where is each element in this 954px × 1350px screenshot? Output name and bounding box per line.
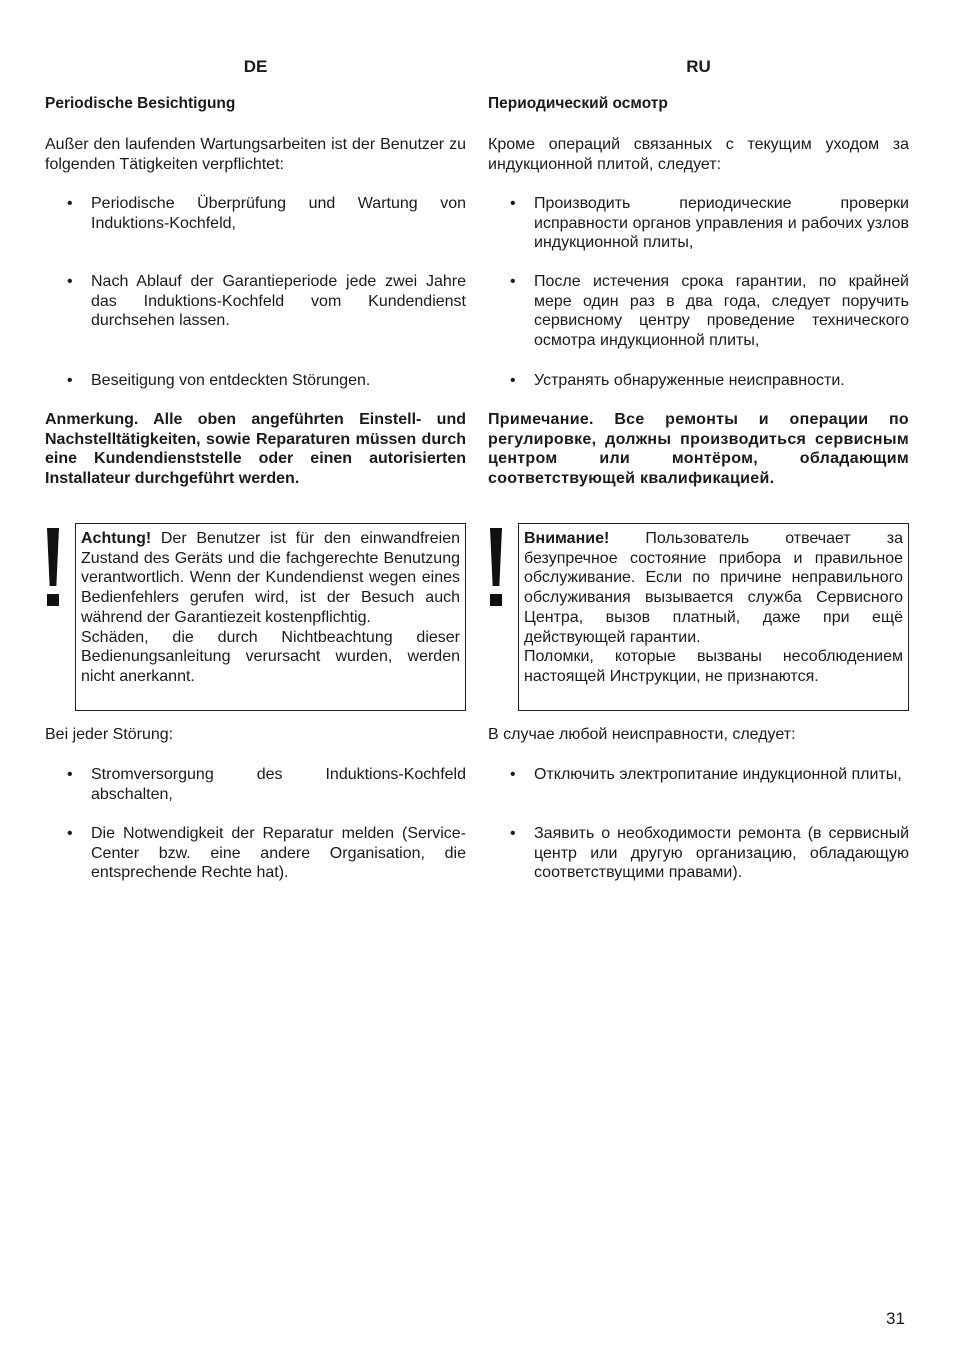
bullet-icon: • [510, 195, 516, 212]
exclamation-icon [488, 528, 506, 610]
section-heading-ru: Периодический осмотр [488, 95, 668, 112]
list-item: • Устранять обнаруженные неисправности. [510, 372, 845, 389]
bullet-icon: • [510, 372, 516, 389]
list-item: • Stromversorgung des Induktions-Kochfeld abschalten, [67, 766, 466, 803]
fault-intro-de: Bei jeder Störung: [45, 726, 174, 743]
bullet-icon: • [67, 766, 73, 783]
list-item: • Die Notwendigkeit der Reparatur melden (Service-Center bzw. eine andere Organisation, die entsprechende Rechte hat). [67, 825, 466, 881]
warning-text2-de: Schäden, die durch Nichtbeachtung dieser Bedienungsanleitung verursacht wurden, werden nicht anerkannt. [81, 628, 460, 685]
warning-label-ru: Внимание! [524, 530, 610, 547]
list-item: • После истечения срока гарантии, по крайней мере один раз в два года, следует поручить сервисному центру проведение технического осмотра индукционной плиты, [510, 273, 909, 349]
page-number: 31 [886, 1309, 905, 1328]
list-item: • Отключить электропитание индукционной плиты, [510, 766, 902, 783]
bullet-icon: • [67, 372, 73, 389]
warning-text-de: Der Benutzer ist für den einwandfreien Zustand des Geräts und die fachgerechte Benutzung verantwortlich. Wenn der Kundendienst wegen eines Bedienfehlers gerufen wird, ist der Besuch auch während der Garantiezeit kostenpflichtig. [81, 530, 460, 626]
list-item: • Nach Ablauf der Garantieperiode jede zwei Jahre das Induktions-Kochfeld vom Kundendienst durchsehen lassen. [67, 273, 466, 329]
bullet-icon: • [510, 766, 516, 783]
bullet-icon: • [510, 273, 516, 290]
bullet-icon: • [67, 273, 73, 290]
intro-paragraph-de: Außer den laufenden Wartungsarbeiten ist der Benutzer zu folgenden Tätigkeiten verpflichtet: [45, 136, 466, 173]
list-item: • Beseitigung von entdeckten Störungen. [67, 372, 371, 389]
intro-paragraph-ru: Кроме операций связанных с текущим уходом за индукционной плитой, следует: [488, 136, 909, 173]
warning-box-de [75, 523, 466, 711]
warning-text2-ru: Поломки, которые вызваны несоблюдением настоящей Инструкции, не признаются. [524, 648, 903, 685]
note-paragraph-de: Anmerkung. Alle oben angeführten Einstell- und Nachstelltätigkeiten, sowie Reparaturen müssen durch eine Kundendienststelle oder einen autorisierten Installateur durchgeführt werden. [45, 411, 466, 487]
bullet-icon: • [510, 825, 516, 842]
warning-box-ru [518, 523, 909, 711]
warning-text-ru: Пользователь отвечает за безупречное состояние прибора и правильное обслуживание. Если по причине неправильного обслуживания вызывается служба Сервисного Центра, вызов платный, даже при ещё действующей гарантии. [524, 530, 903, 646]
list-item: • Заявить о необходимости ремонта (в сервисный центр или другую организацию, обладающую соответствущими правами). [510, 825, 909, 881]
language-label-de: DE [243, 57, 268, 76]
section-heading-de: Periodische Besichtigung [45, 95, 236, 112]
bullet-icon: • [67, 195, 73, 212]
note-paragraph-ru: Примечание. Все ремонты и операции по регулировке, должны производиться сервисным центром или монтёром, обладающим соответствующей квалификацией. [488, 411, 909, 487]
language-label-ru: RU [686, 57, 711, 76]
list-item: • Periodische Überprüfung und Wartung von Induktions-Kochfeld, [67, 195, 466, 232]
warning-label-de: Achtung! [81, 530, 152, 547]
exclamation-icon [45, 528, 63, 610]
bullet-icon: • [67, 825, 73, 842]
list-item: • Производить периодические проверки исправности органов управления и рабочих узлов индукционной плиты, [510, 195, 909, 251]
fault-intro-ru: В случае любой неисправности, следует: [488, 726, 796, 743]
